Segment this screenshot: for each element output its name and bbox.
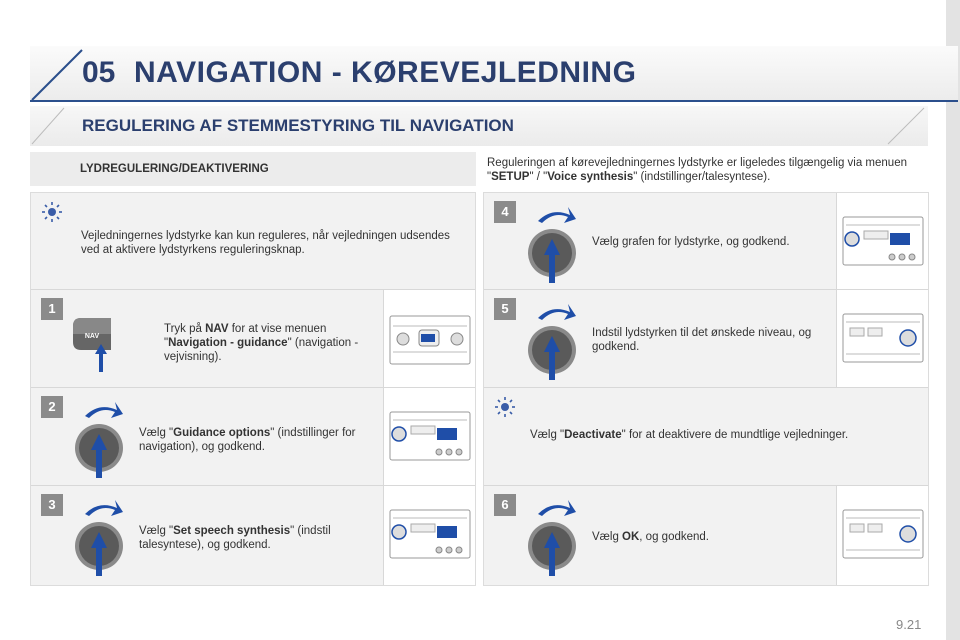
tip-row-left: [31, 193, 475, 290]
subsection-title: LYDREGULERING/DEAKTIVERING: [80, 163, 269, 175]
step-row-6: [484, 486, 928, 585]
intro-text-3: " (indstillinger/talesyntese).: [633, 171, 771, 183]
step-number-badge: 4: [494, 201, 516, 223]
rotary-knob-press-icon: [71, 496, 127, 578]
tip-row-right: [484, 388, 928, 486]
step-text-4: Vælg grafen for lydstyrke, og godkend.: [592, 236, 790, 248]
radio-panel-nav-illustration: [389, 312, 471, 368]
intro-text-1: Reguleringen af kørevejledningernes lydstyrke er ligeledes tilgængelig via menuen ": [487, 157, 907, 183]
radio-panel-knob-illustration: [389, 506, 471, 562]
section-title: REGULERING AF STEMMESTYRING TIL NAVIGATION: [82, 116, 514, 135]
chapter-number: 05: [82, 56, 116, 89]
intro-setup: SETUP: [491, 171, 530, 183]
radio-panel-right-knob-illustration: [842, 506, 924, 562]
nav-button-icon: [71, 314, 119, 374]
rotary-knob-press-icon: [524, 496, 580, 578]
radio-panel-knob-illustration: [389, 408, 471, 464]
chapter-title: NAVIGATION - KØREVEJLEDNING: [134, 56, 637, 89]
rotary-knob-press-icon: [71, 398, 127, 480]
radio-panel-knob-illustration: [842, 213, 924, 269]
tip-sun-icon: [494, 396, 516, 418]
step-text-3: Vælg "Set speech synthesis" (indstil talesyntese), og godkend.: [139, 525, 331, 551]
tip-text-right: Vælg "Deactivate" for at deaktivere de mundtlige vejledninger.: [530, 429, 849, 441]
step-text-1: Tryk på NAV for at vise menuen "Navigation - guidance" (navigation - vejvisning).: [164, 323, 359, 363]
rotary-knob-turn-icon: [524, 300, 580, 382]
intro-text-2: " / ": [529, 171, 548, 183]
radio-panel-right-knob-illustration: [842, 310, 924, 366]
tip-text-left: Vejledningernes lydstyrke kan kun reguleres, når vejledningen udsendes ved at aktivere lydstyrkens reguleringsknap.: [81, 230, 450, 256]
step-number-badge: 5: [494, 298, 516, 320]
page-number: 9.21: [896, 617, 922, 632]
right-steps-panel: [483, 192, 929, 586]
step-row-2: [31, 388, 475, 486]
step-row-3: [31, 486, 475, 585]
step-row-1: [31, 290, 475, 388]
step-number-badge: 2: [41, 396, 63, 418]
left-steps-panel: [30, 192, 476, 586]
intro-paragraph: [487, 156, 923, 184]
chapter-banner: [30, 46, 958, 102]
intro-voice-synthesis: Voice synthesis: [547, 171, 634, 183]
rotary-knob-press-icon: [524, 203, 580, 285]
banner-corner-decoration: [30, 46, 90, 102]
tip-sun-icon: [41, 201, 63, 223]
step-number-badge: 1: [41, 298, 63, 320]
step-number-badge: 3: [41, 494, 63, 516]
nav-key-label: NAV: [84, 333, 100, 340]
step-number-badge: 6: [494, 494, 516, 516]
step-row-4: [484, 193, 928, 290]
subsection-banner: [30, 152, 476, 186]
step-text-6: Vælg OK, og godkend.: [592, 531, 709, 543]
step-text-2: Vælg "Guidance options" (indstillinger for navigation), og godkend.: [139, 427, 356, 453]
section-banner: [30, 106, 928, 146]
step-row-5: [484, 290, 928, 388]
step-text-5: Indstil lydstyrken til det ønskede niveau, og godkend.: [592, 327, 812, 353]
